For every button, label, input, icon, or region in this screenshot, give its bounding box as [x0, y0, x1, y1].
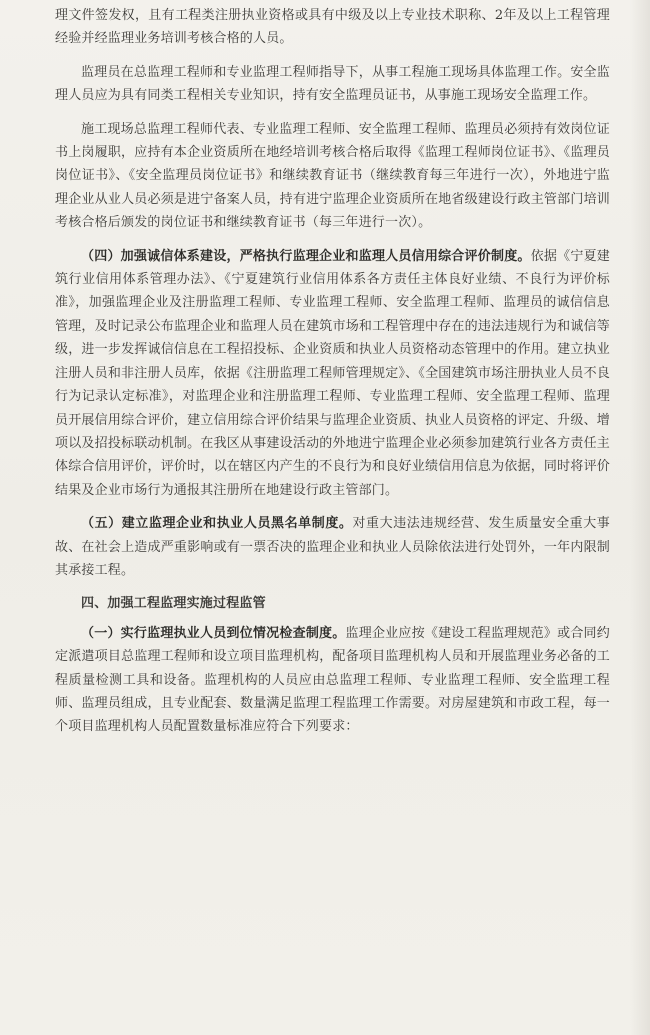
- chapter-heading-text: 四、加强工程监理实施过程监管: [81, 596, 266, 612]
- paragraph-supervision-qualification: [55, 4, 610, 51]
- paragraph-text: 对重大违法违规经营、发生质量安全重大事故、在社会上造成严重影响或有一票否决的监理企业和执业人员除依法进行处罚外，一年内限制其承接工程。: [55, 516, 610, 578]
- section-heading-inline: （一）实行监理执业人员到位情况检查制度。: [81, 625, 346, 641]
- paragraph-supervisor-duties: [55, 61, 610, 108]
- paragraph-text: 监理员在总监理工程师和专业监理工程师指导下，从事工程施工现场具体监理工作。安全监理人员应为具有同类工程相关专业知识，持有安全监理员证书，从事施工现场安全监理工作。: [55, 64, 610, 104]
- section-heading-inline: （四）加强诚信体系建设，严格执行监理企业和监理人员信用综合评价制度。: [81, 248, 531, 264]
- paragraph-text: 理文件签发权，且有工程类注册执业资格或具有中级及以上专业技术职称、2年及以上工程管理经验并经监理业务培训考核合格的人员。: [55, 8, 610, 47]
- paragraph-subsection-1-inspection: [55, 622, 610, 739]
- scan-edge-shadow: [630, 0, 650, 1035]
- section-heading-inline: （五）建立监理企业和执业人员黑名单制度。: [81, 516, 353, 532]
- paragraph-section-5-blacklist: [55, 512, 610, 582]
- paragraph-text: 监理企业应按《建设工程监理规范》或合同约定派遣项目总监理工程师和设立项目监理机构，配备项目监理机构人员和开展监理业务必备的工程质量检测工具和设备。监理机构的人员应由总监理工程师、专业监理工程师、安全监理工程师、监理员组成，且专业配套、数量满足监理工程监理工作需要。对房屋建筑和市政工程，每一个项目监理机构人员配置数量标准应符合下列要求：: [55, 625, 610, 735]
- paragraph-section-4-credit-system: [55, 245, 610, 502]
- paragraph-text: 依据《宁夏建筑行业信用体系管理办法》、《宁夏建筑行业信用体系各方责任主体良好业绩、不良行为评价标准》，加强监理企业及注册监理工程师、专业监理工程师、安全监理工程师、监理员的诚信信息管理，及时记录公布监理企业和监理人员在建筑市场和工程管理中存在的违法违规行为和诚信等级，进一步发挥诚信信息在工程招投标、企业资质和执业人员资格动态管理中的作用。建立执业注册人员和非注册人员库，依据《注册监理工程师管理规定》、《全国建筑市场注册执业人员不良行为记录认定标准》，对监理企业和注册监理工程师、专业监理工程师、安全监理工程师、监理员开展信用综合评价，建立信用综合评价结果与监理企业资质、执业人员资格的评定、升级、增项以及招投标联动机制。在我区从事建设活动的外地进宁监理企业必须参加建筑行业各方责任主体综合信用评价，评价时，以在辖区内产生的不良行为和良好业绩信用信息为依据，同时将评价结果及企业市场行为通报其注册所在地建设行政主管部门。: [55, 248, 610, 498]
- paragraph-text: 施工现场总监理工程师代表、专业监理工程师、安全监理工程师、监理员必须持有效岗位证书上岗履职，应持有本企业资质所在地经培训考核合格后取得《监理工程师岗位证书》、《监理员岗位证书》、《安全监理员岗位证书》和继续教育证书（继续教育每三年进行一次），外地进宁监理企业从业人员必须是进宁备案人员，持有进宁监理企业资质所在地省级建设行政主管部门培训考核合格后颁发的岗位证书和继续教育证书（每三年进行一次）。: [55, 121, 610, 231]
- chapter-heading-4: [55, 592, 610, 615]
- document-body: [55, 4, 610, 749]
- paragraph-certificate-requirements: [55, 118, 610, 235]
